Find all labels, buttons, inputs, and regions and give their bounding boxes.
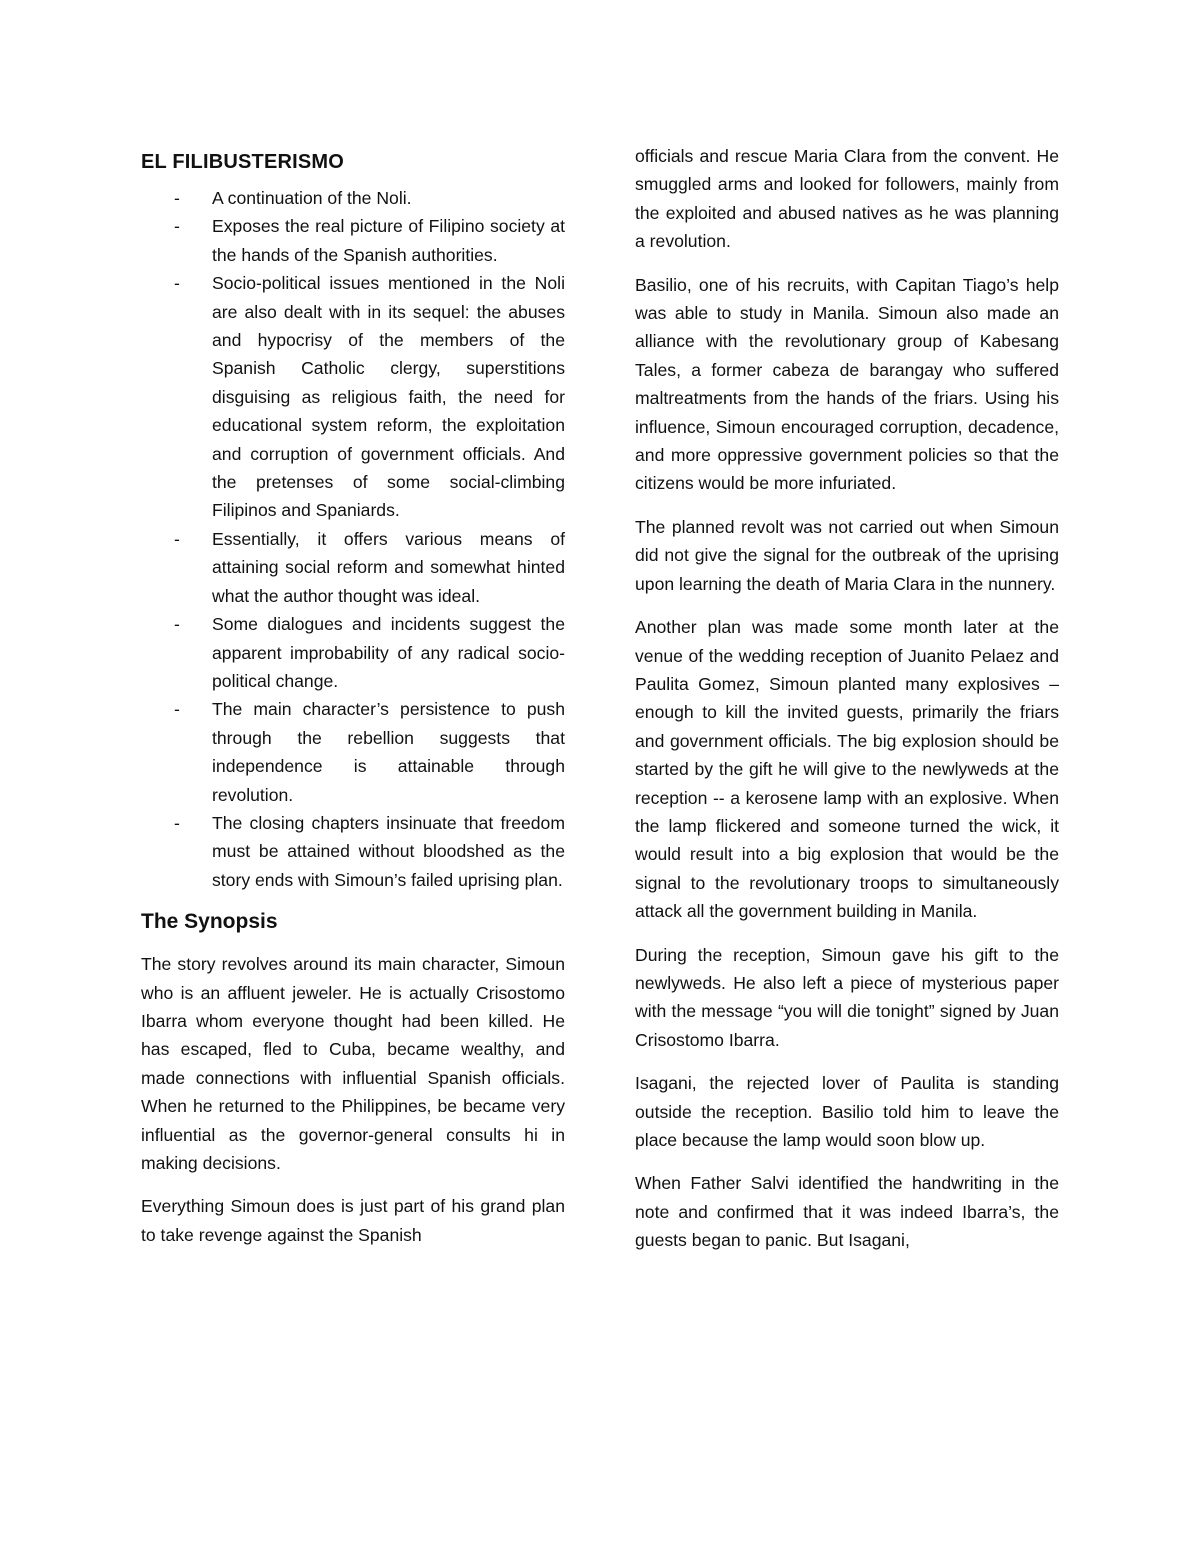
bullet-text: Exposes the real picture of Filipino society at the hands of the Spanish authorities. — [212, 216, 565, 265]
paragraph: When Father Salvi identified the handwriting in the note and confirmed that it was indeed Ibarra’s, the guests began to panic. But Isagani, — [635, 1173, 1059, 1251]
paragraph: officials and rescue Maria Clara from the convent. He smuggled arms and looked for followers, mainly from the exploited and abused natives as he was planning a revolution. — [635, 146, 1059, 252]
paragraph: The planned revolt was not carried out when Simoun did not give the signal for the outbreak of the uprising upon learning the death of Maria Clara in the nunnery. — [635, 516, 1059, 594]
bullet-text: A continuation of the Noli. — [212, 188, 412, 208]
bullet-item — [141, 610, 565, 695]
bullet-dash: - — [174, 699, 180, 720]
paragraph: Isagani, the rejected lover of Paulita is standing outside the reception. Basilio told him to leave the place because the lamp would soon blow up. — [635, 1073, 1059, 1150]
bullet-dash: - — [174, 528, 180, 549]
bullet-list — [141, 184, 565, 894]
document-title: EL FILIBUSTERISMO — [141, 151, 345, 173]
bullet-dash: - — [174, 216, 180, 237]
bullet-item — [141, 184, 565, 212]
synopsis-heading: The Synopsis — [141, 910, 278, 934]
right-column — [635, 142, 1059, 1270]
bullet-text: Some dialogues and incidents suggest the apparent improbability of any radical socio-political change. — [212, 614, 565, 691]
paragraph: Everything Simoun does is just part of his grand plan to take revenge against the Spanish — [141, 1196, 565, 1245]
bullet-dash: - — [174, 188, 180, 208]
paragraph: Another plan was made some month later at the venue of the wedding reception of Juanito Pelaez and Paulita Gomez, Simoun planted many explosives – enough to kill the invited guests, primarily the friars and government officials. The big explosion should be started by the gift he will give to the newlyweds at the reception -- a kerosene lamp with an explosive. When the lamp flickered and someone turned the wick, it would result into a big explosion that would be the signal to the revolutionary troops to simultaneously attack all the government building in Manila. — [635, 617, 1059, 922]
paragraph: The story revolves around its main character, Simoun who is an affluent jeweler. He is actually Crisostomo Ibarra whom everyone thought had been killed. He has escaped, fled to Cuba, became wealthy, and made connections with influential Spanish officials. When he returned to the Philippines, be became very influential as the governor-general consults hi in making decisions. — [141, 954, 565, 1173]
bullet-text: The main character’s persistence to push through the rebellion suggests that independence is attainable through revolution. — [212, 699, 565, 805]
bullet-item — [141, 525, 565, 610]
bullet-item — [141, 809, 565, 894]
left-column — [141, 142, 565, 1264]
bullet-dash: - — [174, 614, 180, 635]
bullet-text: The closing chapters insinuate that freedom must be attained without bloodshed as the story ends with Simoun’s failed uprising plan. — [212, 812, 565, 890]
paragraph: Basilio, one of his recruits, with Capitan Tiago’s help was able to study in Manila. Simoun also made an alliance with the revolutionary group of Kabesang Tales, a former cabeza de barangay who suffered maltreatments from the hands of the friars. Using his influence, Simoun encouraged corruption, decadence, and more oppressive government policies so that the citizens would be more infuriated. — [635, 274, 1059, 494]
bullet-item — [141, 212, 565, 269]
paragraph: During the reception, Simoun gave his gift to the newlyweds. He also left a piece of mysterious paper with the message “you will die tonight” signed by Juan Crisostomo Ibarra. — [635, 944, 1059, 1050]
bullet-item — [141, 269, 565, 525]
bullet-dash: - — [174, 273, 180, 294]
bullet-text: Essentially, it offers various means of attaining social reform and somewhat hinted what the author thought was ideal. — [212, 528, 565, 606]
bullet-dash: - — [174, 812, 180, 833]
bullet-item — [141, 695, 565, 809]
bullet-text: Socio-political issues mentioned in the Noli are also dealt with in its sequel: the abuses and hypocrisy of the members of the Spanish Catholic clergy, superstitions disguising as religious faith, the need for educational system reform, the exploitation and corruption of government officials. And the pretenses of some social-climbing Filipinos and Spaniards. — [212, 273, 565, 521]
